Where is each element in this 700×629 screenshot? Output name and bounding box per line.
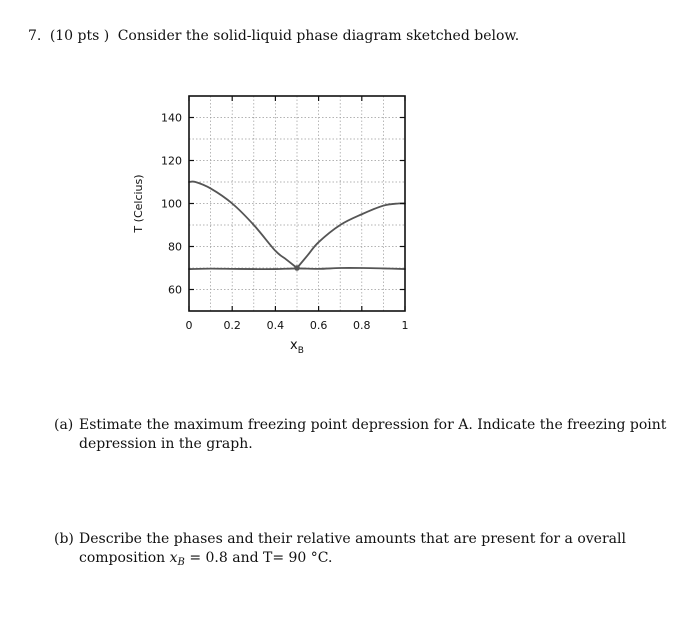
part-b-label: (b) [54,531,74,547]
x-tick-label: 1 [401,319,409,332]
part-b-var: x [169,550,178,566]
axis-ticks [161,96,409,332]
series-liquidus-B [297,203,405,268]
x-tick-label: 0 [185,319,193,332]
x-tick-label: 0.8 [353,319,371,332]
part-b-text-before: Describe the phases and their relative amounts that are present for a overall composition [79,531,626,566]
question-number: 7. [28,28,42,44]
x-tick-label: 0.4 [266,319,285,332]
x-axis-label-subscript: B [297,346,304,356]
eutectic-point [294,265,300,271]
part-b-text [79,530,684,572]
part-a-label: (a) [54,417,74,433]
grid-lines [189,96,405,311]
y-tick-label: 120 [161,154,182,168]
x-axis-label-main: x [290,338,298,353]
x-tick-label: 0.6 [309,319,328,332]
y-tick-label: 60 [168,283,182,297]
y-tick-label: 80 [168,240,182,254]
y-axis-label: T (Celcius) [132,174,145,233]
question-points: (10 pts ) [49,28,110,44]
y-tick-label: 100 [161,197,182,211]
part-b-text-after: and T= 90 °C. [232,550,333,566]
x-axis-label [290,338,304,356]
question-prompt: Consider the solid-liquid phase diagram sketched below. [117,28,520,44]
y-tick-label: 140 [161,111,182,125]
part-b-equals: = 0.8 [189,550,228,566]
part-a-text: Estimate the maximum freezing point depression for A. Indicate the freezing point depression in the graph. [79,417,667,452]
x-tick-label: 0.2 [223,319,241,332]
part-b-var-sub: B [177,557,185,568]
